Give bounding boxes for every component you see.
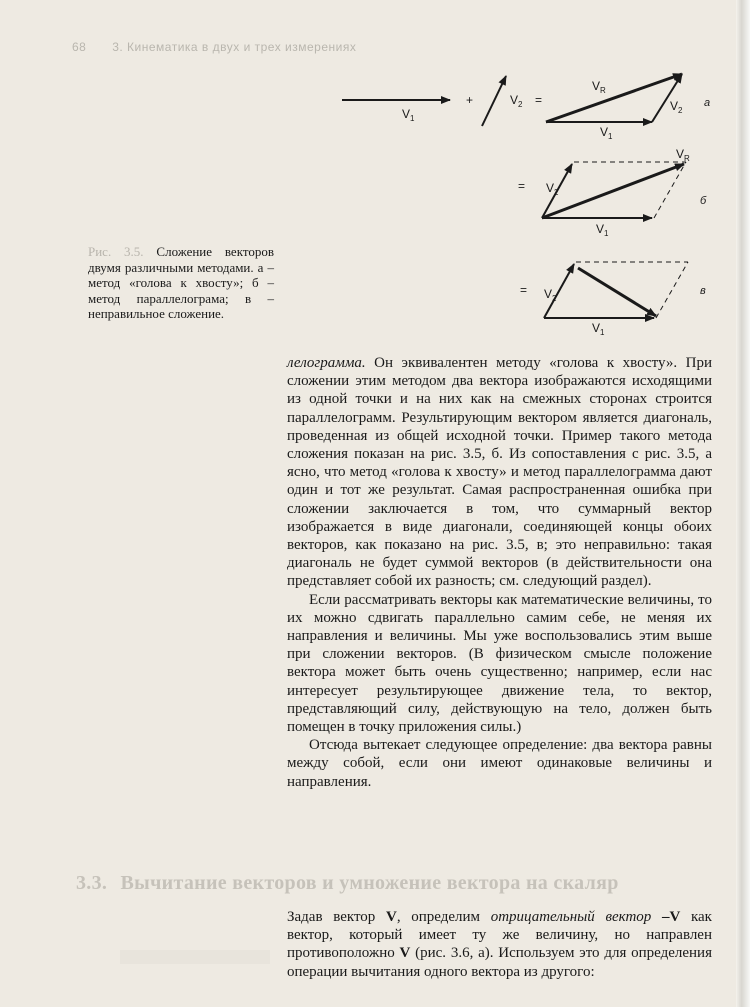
equals-sign-c: =: [520, 283, 528, 297]
section-text-2: , определим: [396, 909, 491, 925]
figure-caption: [88, 244, 274, 322]
section-text-1: Задав вектор: [287, 909, 386, 925]
paragraph-1-italic: лелограмма.: [287, 355, 366, 371]
label-vr-b: $V_R$: [676, 147, 690, 163]
section-number: 3.3.: [76, 872, 108, 894]
section-paragraph: [287, 908, 712, 981]
section-title: Вычитание векторов и умножение вектора на скаляр: [120, 872, 619, 894]
section-text-3: как вектор, который имеет ту же величину, но направлен противоположно: [287, 909, 712, 962]
page-edge: [736, 0, 750, 1007]
section-heading: [76, 872, 619, 895]
equals-sign-a: =: [535, 93, 543, 107]
vector-vr-a: [546, 74, 682, 122]
print-smudge: [120, 950, 270, 964]
figure-3-5: [330, 60, 730, 350]
label-v1-b: $V_1$: [596, 222, 609, 238]
part-a-label: а: [704, 97, 711, 109]
vector-diagram: [330, 60, 730, 350]
equals-sign-b: =: [518, 179, 526, 193]
label-v1-a-sum: $V_1$: [600, 125, 613, 141]
label-v1-a: $V_1$: [402, 107, 415, 123]
vector-wrong-c: [578, 268, 656, 316]
part-c-label: в: [700, 285, 706, 297]
chapter-title: 3. Кинематика в двух и трех измерениях: [112, 40, 357, 54]
page-number: 68: [72, 40, 87, 54]
running-head: [72, 40, 356, 54]
section-text: [287, 908, 712, 981]
label-v2-b: $V_2$: [546, 181, 559, 197]
negative-vector-symbol: –V: [651, 909, 681, 925]
paragraph-2: Если рассматривать векторы как математические величины, то их можно сдвигать параллельно самим себе, не меняя их направления и величины. Мы уже воспользовались этим выше при сложении векторов. (В физическом смысле положение вектора может быть очень существенно; например, если нас интересует результирующее движение тела, то вектор, представляющий силу, действующую на тело, должен быть помещен в точку приложения силы.): [287, 591, 712, 736]
paragraph-3: Отсюда вытекает следующее определение: два вектора равны между собой, если они имеют одинаковые величины и направления.: [287, 737, 712, 790]
negative-vector-term: отрицательный вектор: [490, 909, 652, 925]
vector-v-symbol-2: V: [399, 945, 411, 962]
label-v2-a-sum: $V_2$: [670, 99, 683, 115]
main-text: [287, 354, 712, 791]
caption-number: Рис. 3.5.: [88, 244, 144, 259]
section-text-4: (рис. 3.6, а). Используем это для определения операции вычитания одного вектора из другого:: [287, 945, 712, 980]
plus-sign: +: [466, 93, 474, 107]
vector-v2-a-standalone: [482, 76, 506, 126]
vector-vr-b: [542, 164, 684, 218]
caption-text: Сложение векторов двумя различными методами. а – метод «голова к хвосту»; б – метод параллелограма; в – неправильное сложение.: [88, 244, 274, 321]
label-vr-a: $V_R$: [592, 79, 606, 95]
paragraph-1-text: Он эквивалентен методу «голова к хвосту». При сложении этим методом два вектора изображаются исходящими из одной точки и на них как на смежных сторонах строится параллелограмм. Результирующим вектором является диагональ, проведенная из общей исходной точки. Пример такого метода сложения показан на рис. 3.5, б. Из сопоставления с рис. 3.5, а ясно, что метод «голова к хвосту» и метод параллелограмма дают один и тот же результат. Самая распространенная ошибка при сложении заключается в том, что суммарный вектор изображается в виде диагонали, соединяющей концы обоих векторов, как показано на рис. 3.5, в; это неправильно: такая диагональ не будет суммой векторов (в действительности она представляет собой их разность; см. следующий раздел).: [287, 355, 712, 590]
label-v2-c: $V_2$: [544, 287, 557, 303]
label-v2-a: $V_2$: [510, 93, 523, 109]
vector-v-symbol: V: [385, 909, 397, 925]
label-v1-c: $V_1$: [592, 321, 605, 337]
paragraph-1: [287, 354, 712, 591]
dashed-side-c: [656, 262, 688, 318]
part-b-label: б: [700, 195, 707, 207]
